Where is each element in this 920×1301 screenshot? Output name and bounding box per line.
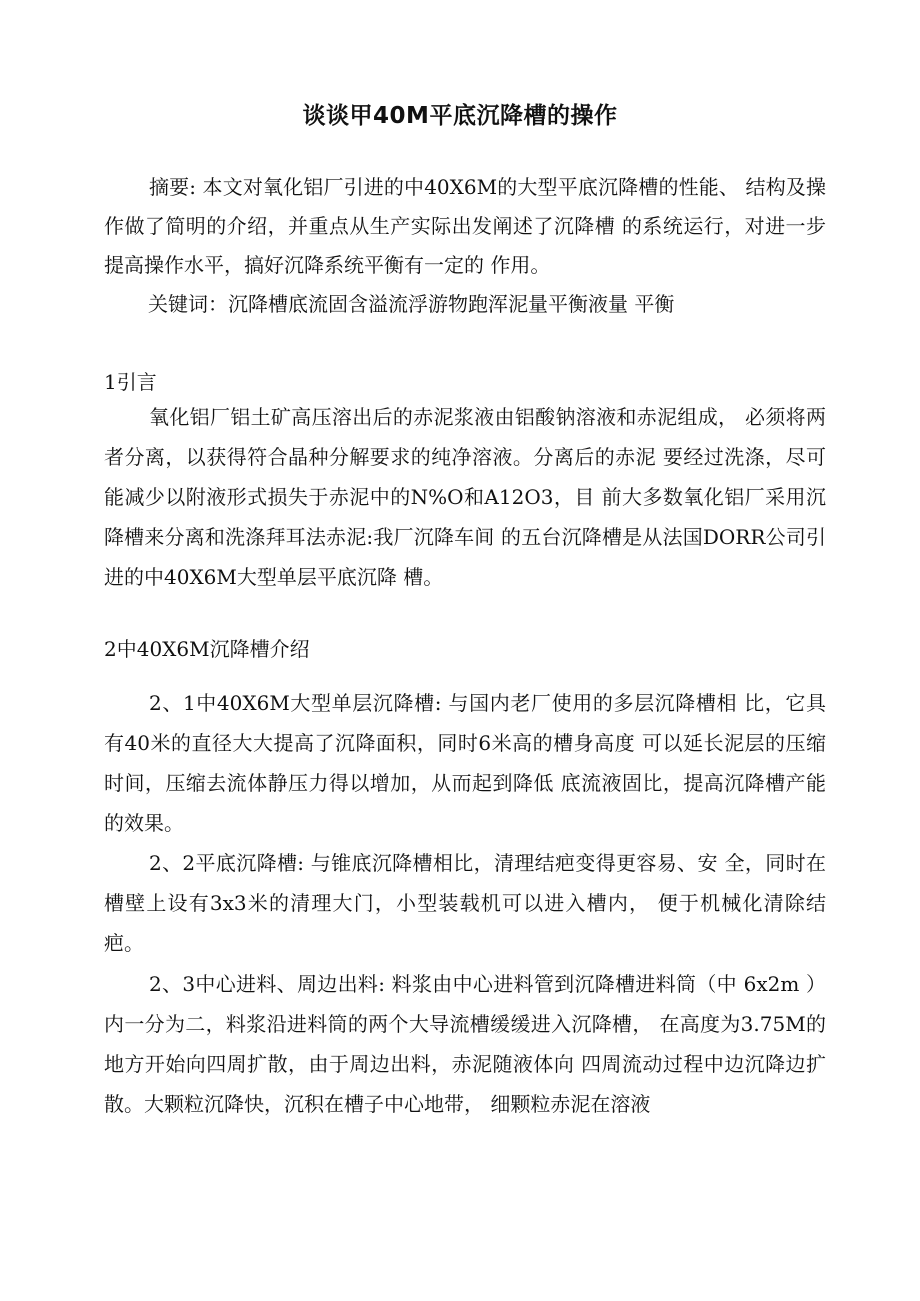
- abstract-paragraph: 摘要: 本文对氧化铝厂引进的中40X6M的大型平底沉降槽的性能、 结构及操作做了简明的介绍，并重点从生产实际出发阐述了沉降槽 的系统运行，对进一步提高操作水平，搞好沉降系统平衡有一定的 作用。: [104, 175, 826, 277]
- section-2-2-paragraph: 2、2平底沉降槽: 与锥底沉降槽相比，清理结疤变得更容易、安 全，同时在槽壁上设有3x3米的清理大门，小型装载机可以进入槽内， 便于机械化清除结疤。: [104, 851, 826, 955]
- document-title: 谈谈甲40M平底沉降槽的操作: [302, 103, 618, 129]
- section-2-heading: 2中40X6M沉降槽介绍: [104, 637, 310, 661]
- section-2-3-paragraph: 2、3中心进料、周边出料: 料浆由中心进料管到沉降槽进料筒（中 6x2m ）内一分为二，料浆沿进料筒的两个大导流槽缓缓进入沉降槽， 在高度为3.75M的地方开始向四周扩散，由于周边出料，赤泥随液体向 四周流动过程中边沉降边扩散。大颗粒沉降快，沉积在槽子中心地带， 细颗粒赤泥在溶液: [104, 972, 826, 1116]
- section-2-1-paragraph: 2、1中40X6M大型单层沉降槽: 与国内老厂使用的多层沉降槽相 比，它具有40米的直径大大提高了沉降面积，同时6米高的槽身高度 可以延长泥层的压缩时间，压缩去流体静压力得以增加，从而起到降低 底流液固比，提高沉降槽产能的效果。: [104, 691, 826, 835]
- keywords-line: 关键词：沉降槽底流固含溢流浮游物跑浑泥量平衡液量 平衡: [148, 292, 675, 316]
- section-1-heading: 1引言: [104, 370, 157, 394]
- section-1-paragraph: 氧化铝厂铝土矿高压溶出后的赤泥浆液由铝酸钠溶液和赤泥组成， 必须将两者分离，以获得符合晶种分解要求的纯净溶液。分离后的赤泥 要经过洗涤，尽可能减少以附液形式损失于赤泥中的N%O和A12O3，目 前大多数氧化铝厂采用沉降槽来分离和洗涤拜耳法赤泥:我厂沉降车间 的五台沉降槽是从法国DORR公司引进的中40X6M大型单层平底沉降 槽。: [104, 405, 826, 589]
